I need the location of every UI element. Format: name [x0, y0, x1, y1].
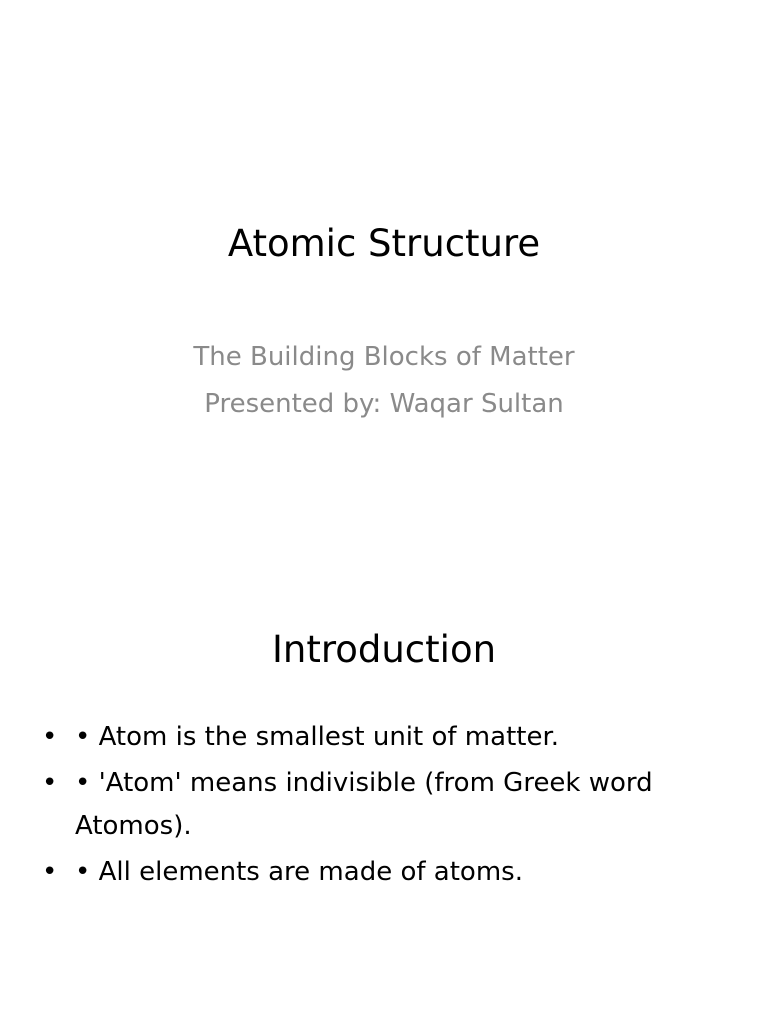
introduction-slide	[0, 576, 768, 1024]
bullet-text: • Atom is the smallest unit of matter.	[75, 722, 560, 752]
subtitle-line: Presented by: Waqar Sultan	[204, 389, 564, 419]
list-item	[42, 762, 722, 848]
bullet-text: • All elements are made of atoms.	[75, 857, 523, 887]
bullet-icon: •	[42, 857, 58, 887]
slide-title: Atomic Structure	[227, 222, 541, 265]
bullet-text: • 'Atom' means indivisible (from Greek word Atomos).	[75, 768, 653, 841]
slide-title: Introduction	[271, 628, 497, 671]
subtitle-line: The Building Blocks of Matter	[193, 342, 575, 372]
bullet-icon: •	[42, 768, 58, 798]
list-item	[42, 851, 722, 894]
bullet-icon: •	[42, 722, 58, 752]
bullet-list	[42, 716, 722, 897]
slide-subtitle	[0, 334, 768, 428]
list-item	[42, 716, 722, 759]
